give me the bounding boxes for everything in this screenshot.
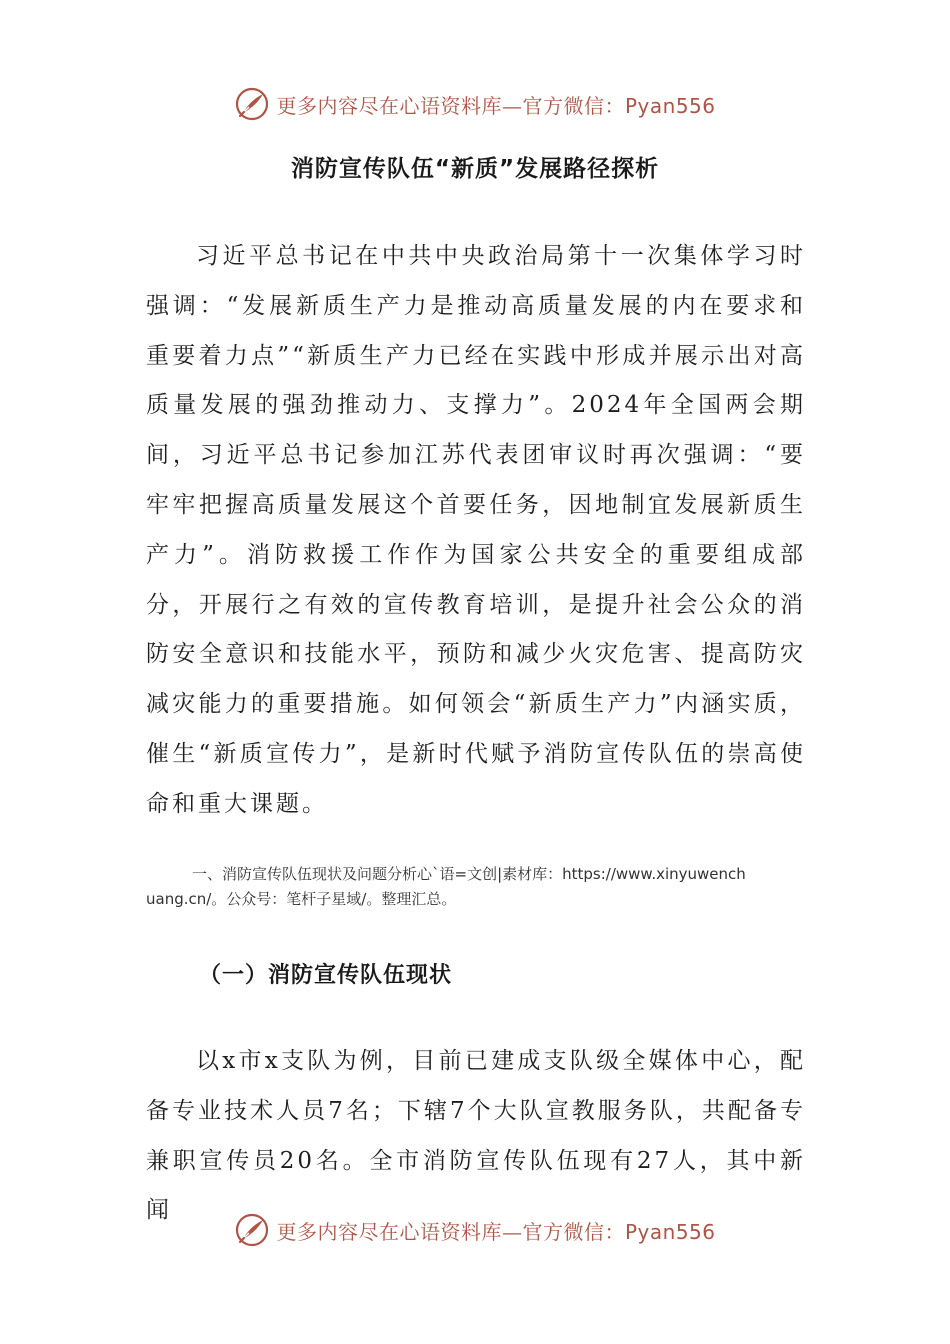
header-wechat-id: Pyan556 bbox=[624, 93, 716, 118]
quill-logo-icon bbox=[234, 1212, 270, 1248]
source-note: 一、消防宣传队伍现状及问题分析心`语=文创|素材库：https://www.xinyuwenchuang.cn/。公众号：笔杆子星域/。整理汇总。 bbox=[146, 865, 746, 908]
quill-logo-icon bbox=[234, 86, 270, 122]
header-banner-text: 更多内容尽在心语资料库—官方微信：Pyan556 bbox=[276, 93, 716, 118]
footer-wechat-id: Pyan556 bbox=[624, 1219, 716, 1244]
footer-banner-text: 更多内容尽在心语资料库—官方微信：Pyan556 bbox=[276, 1219, 716, 1244]
intro-paragraph: 习近平总书记在中共中央政治局第十一次集体学习时强调：“发展新质生产力是推动高质量发展的内在要求和重要着力点”“新质生产力已经在实践中形成并展示出对高质量发展的强劲推动力、支撑力”。2024年全国两会期间，习近平总书记参加江苏代表团审议时再次强调：“要牢牢把握高质量发展这个首要任务，因地制宜发展新质生产力”。消防救援工作作为国家公共安全的重要组成部分，开展行之有效的宣传教育培训，是提升社会公众的消防安全意识和技能水平，预防和减少火灾危害、提高防灾减灾能力的重要措施。如何领会“新质生产力”内涵实质，催生“新质宣传力”，是新时代赋予消防宣传队伍的崇高使命和重大课题。 bbox=[146, 243, 806, 817]
document-title: 消防宣传队伍“新质”发展路径探析 bbox=[290, 156, 660, 182]
section-heading: （一）消防宣传队伍现状 bbox=[199, 963, 453, 988]
footer-banner bbox=[0, 1208, 950, 1252]
header-banner bbox=[0, 82, 950, 126]
section-paragraph: 以x市x支队为例，目前已建成支队级全媒体中心，配备专业技术人员7名；下辖7个大队宣教服务队，共配备专兼职宣传员20名。全市消防宣传队伍现有27人，其中新闻 bbox=[146, 1048, 806, 1224]
